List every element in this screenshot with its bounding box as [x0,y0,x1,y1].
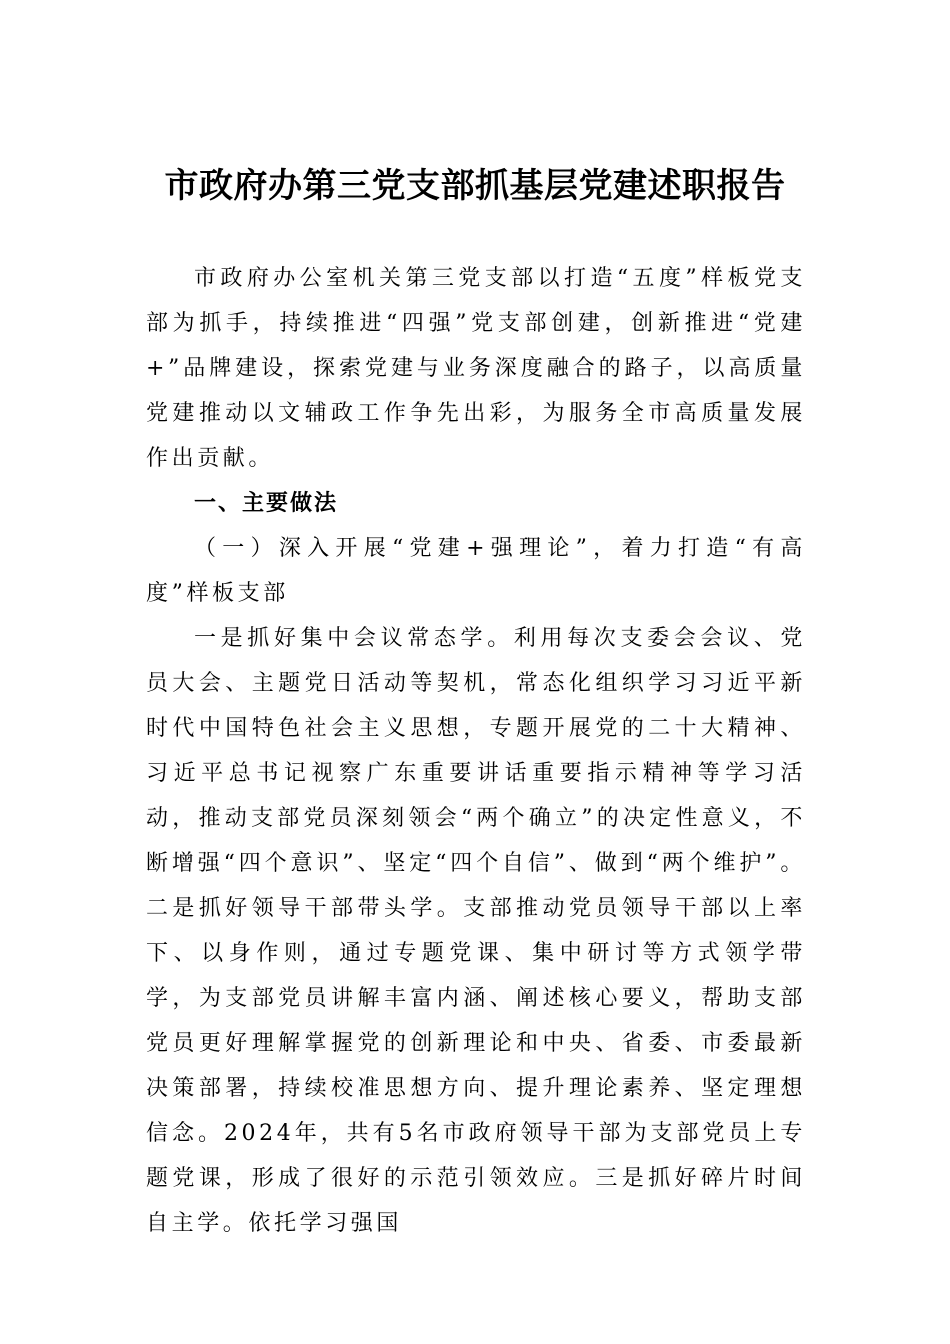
document-title: 市政府办第三党支部抓基层党建述职报告 [164,166,786,206]
document-body [146,256,806,1246]
body-paragraph: 一是抓好集中会议常态学。利用每次支委会会议、党员大会、主题党日活动等契机，常态化组织学习习近平新时代中国特色社会主义思想，专题开展党的二十大精神、习近平总书记视察广东重要讲话重要指示精神等学习活动，推动支部党员深刻领会“两个确立”的决定性意义，不断增强“四个意识”、坚定“四个自信”、做到“两个维护”。二是抓好领导干部带头学。支部推动党员领导干部以上率下、以身作则，通过专题党课、集中研讨等方式领学带学，为支部党员讲解丰富内涵、阐述核心要义，帮助支部党员更好理解掌握党的创新理论和中央、省委、市委最新决策部署，持续校准思想方向、提升理论素养、坚定理想信念。2024年，共有5名市政府领导干部为支部党员上专题党课，形成了很好的示范引领效应。三是抓好碎片时间自主学。依托学习强国 [146,626,806,1236]
subsection-heading: （一）深入开展“党建+强理论”，着力打造“有高度”样板支部 [146,536,806,606]
section-heading: 一、主要做法 [194,491,339,516]
intro-paragraph: 市政府办公室机关第三党支部以打造“五度”样板党支部为抓手，持续推进“四强”党支部创建，创新推进“党建+”品牌建设，探索党建与业务深度融合的路子，以高质量党建推动以文辅政工作争先出彩，为服务全市高质量发展作出贡献。 [146,266,806,471]
